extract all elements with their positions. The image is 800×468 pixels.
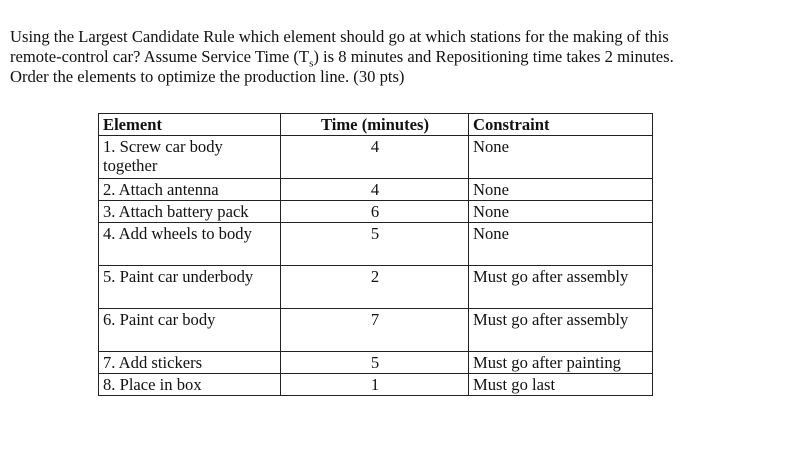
cell-time: 4: [281, 136, 469, 179]
cell-element: 4. Add wheels to body: [99, 223, 281, 266]
question-text: [10, 27, 795, 87]
table-row: [99, 179, 653, 201]
cell-constraint: Must go last: [469, 374, 653, 396]
cell-element: 6. Paint car body: [99, 309, 281, 352]
header-time: Time (minutes): [281, 114, 469, 136]
cell-time: 2: [281, 266, 469, 309]
header-constraint: Constraint: [469, 114, 653, 136]
table-row: [99, 136, 653, 179]
header-element: Element: [99, 114, 281, 136]
cell-constraint: None: [469, 223, 653, 266]
cell-element: 5. Paint car underbody: [99, 266, 281, 309]
cell-time: 4: [281, 179, 469, 201]
table-row: [99, 223, 653, 266]
table-header-row: [99, 114, 653, 136]
cell-element: 1. Screw car body together: [99, 136, 281, 179]
cell-constraint: None: [469, 179, 653, 201]
cell-time: 5: [281, 352, 469, 374]
cell-element: 7. Add stickers: [99, 352, 281, 374]
table-row: [99, 201, 653, 223]
elements-table: [98, 113, 653, 396]
cell-element: 3. Attach battery pack: [99, 201, 281, 223]
question-line-1: Using the Largest Candidate Rule which element should go at which stations for the making of this: [10, 27, 669, 46]
cell-constraint: None: [469, 136, 653, 179]
table-row: [99, 309, 653, 352]
service-time-subscript: s: [309, 57, 314, 70]
cell-element: 8. Place in box: [99, 374, 281, 396]
cell-constraint: None: [469, 201, 653, 223]
question-line-2-end: ) is 8 minutes and Repositioning time takes 2 minutes.: [313, 47, 674, 66]
question-line-2: [10, 47, 795, 70]
question-line-3: Order the elements to optimize the production line. (30 pts): [10, 67, 405, 86]
cell-time: 6: [281, 201, 469, 223]
cell-time: 5: [281, 223, 469, 266]
table-row: [99, 374, 653, 396]
cell-constraint: Must go after assembly: [469, 266, 653, 309]
cell-time: 7: [281, 309, 469, 352]
cell-time: 1: [281, 374, 469, 396]
cell-constraint: Must go after assembly: [469, 309, 653, 352]
table-row: [99, 266, 653, 309]
cell-constraint: Must go after painting: [469, 352, 653, 374]
question-line-2-start: remote-control car? Assume Service Time (T: [10, 47, 310, 66]
cell-element: 2. Attach antenna: [99, 179, 281, 201]
table-row: [99, 352, 653, 374]
